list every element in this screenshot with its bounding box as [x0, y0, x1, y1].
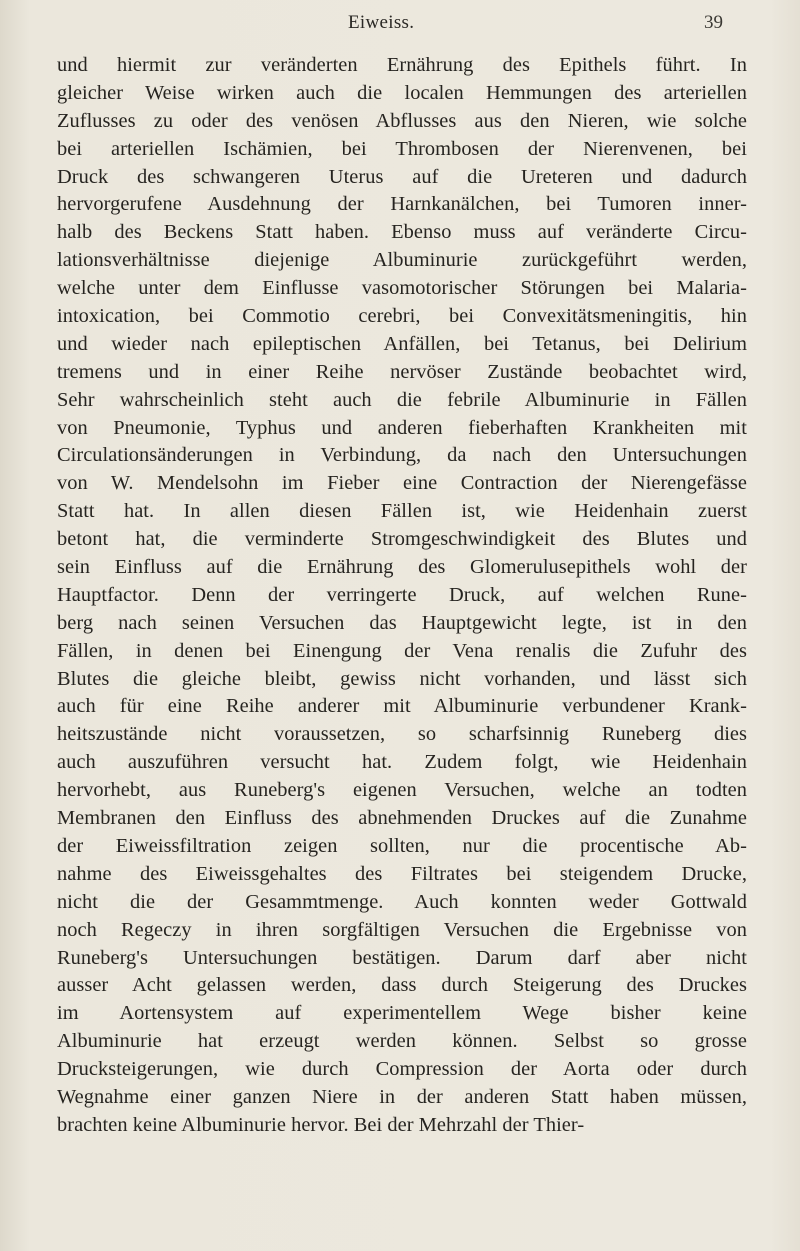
text-line: Circulationsänderungen in Verbindung, da nach den Untersuchungen [57, 444, 747, 467]
text-line: intoxication, bei Commotio cerebri, bei Convexitätsmeningitis, hin [57, 305, 747, 328]
text-line: auch für eine Reihe anderer mit Albuminurie verbundener Krank- [57, 695, 747, 718]
text-line: hervorhebt, aus Runeberg's eigenen Versuchen, welche an todten [57, 779, 747, 802]
text-line: heitszustände nicht voraussetzen, so scharfsinnig Runeberg dies [57, 723, 747, 746]
text-line: welche unter dem Einflusse vasomotorischer Störungen bei Malaria- [57, 277, 747, 300]
text-line: Statt hat. In allen diesen Fällen ist, wie Heidenhain zuerst [57, 500, 747, 523]
text-line: brachten keine Albuminurie hervor. Bei der Mehrzahl der Thier- [57, 1113, 585, 1136]
running-title: Eiweiss. [348, 12, 415, 33]
text-line: Runeberg's Untersuchungen bestätigen. Darum darf aber nicht [57, 946, 747, 969]
text-line: Albuminurie hat erzeugt werden können. Selbst so grosse [57, 1030, 747, 1053]
text-line: nicht die der Gesammtmenge. Auch konnten weder Gottwald [57, 890, 747, 913]
text-line: Wegnahme einer ganzen Niere in der anderen Statt haben müssen, [57, 1085, 747, 1108]
text-line: auch auszuführen versucht hat. Zudem folgt, wie Heidenhain [57, 751, 747, 774]
text-line: Zuflusses zu oder des venösen Abflusses aus den Nieren, wie solche [57, 109, 747, 132]
text-line: Hauptfactor. Denn der verringerte Druck, auf welchen Rune- [57, 583, 747, 606]
text-line: Fällen, in denen bei Einengung der Vena renalis die Zufuhr des [57, 639, 747, 662]
text-line: Sehr wahrscheinlich steht auch die febrile Albuminurie in Fällen [57, 388, 747, 411]
text-line: und hiermit zur veränderten Ernährung des Epithels führt. In [57, 54, 747, 76]
text-line: Membranen den Einfluss des abnehmenden Druckes auf die Zunahme [57, 807, 747, 830]
text-line: nahme des Eiweissgehaltes des Filtrates bei steigendem Drucke, [57, 862, 747, 885]
text-line: lationsverhältnisse diejenige Albuminurie zurückgeführt werden, [57, 249, 747, 272]
text-line: ausser Acht gelassen werden, dass durch Steigerung des Druckes [57, 974, 747, 997]
text-line: von Pneumonie, Typhus und anderen fieberhaften Krankheiten mit [57, 416, 747, 439]
text-line: tremens und in einer Reihe nervöser Zustände beobachtet wird, [57, 360, 747, 383]
body-paragraph [57, 52, 747, 1140]
text-line: noch Regeczy in ihren sorgfältigen Versuchen die Ergebnisse von [57, 918, 747, 941]
text-line: Drucksteigerungen, wie durch Compression der Aorta oder durch [57, 1058, 747, 1081]
text-line: im Aortensystem auf experimentellem Wege bisher keine [57, 1002, 747, 1025]
text-line: sein Einfluss auf die Ernährung des Glomerulusepithels wohl der [57, 556, 747, 579]
text-line: halb des Beckens Statt haben. Ebenso muss auf veränderte Circu- [57, 221, 747, 244]
text-line: Blutes die gleiche bleibt, gewiss nicht vorhanden, und lässt sich [57, 667, 747, 690]
text-line: und wieder nach epileptischen Anfällen, bei Tetanus, bei Delirium [57, 332, 747, 355]
text-line: gleicher Weise wirken auch die localen Hemmungen des arteriellen [57, 81, 747, 104]
text-line: berg nach seinen Versuchen das Hauptgewicht legte, ist in den [57, 611, 747, 634]
text-line: von W. Mendelsohn im Fieber eine Contraction der Nierengefässe [57, 472, 747, 495]
text-line: hervorgerufene Ausdehnung der Harnkanälchen, bei Tumoren inner- [57, 193, 747, 216]
text-line: der Eiweissfiltration zeigen sollten, nur die procentische Ab- [57, 834, 747, 857]
page-header [0, 6, 800, 40]
page-number: 39 [704, 12, 723, 33]
text-line: bei arteriellen Ischämien, bei Thrombosen der Nierenvenen, bei [57, 137, 747, 160]
text-line: Druck des schwangeren Uterus auf die Ureteren und dadurch [57, 165, 747, 188]
text-line: betont hat, die verminderte Stromgeschwindigkeit des Blutes und [57, 528, 747, 551]
